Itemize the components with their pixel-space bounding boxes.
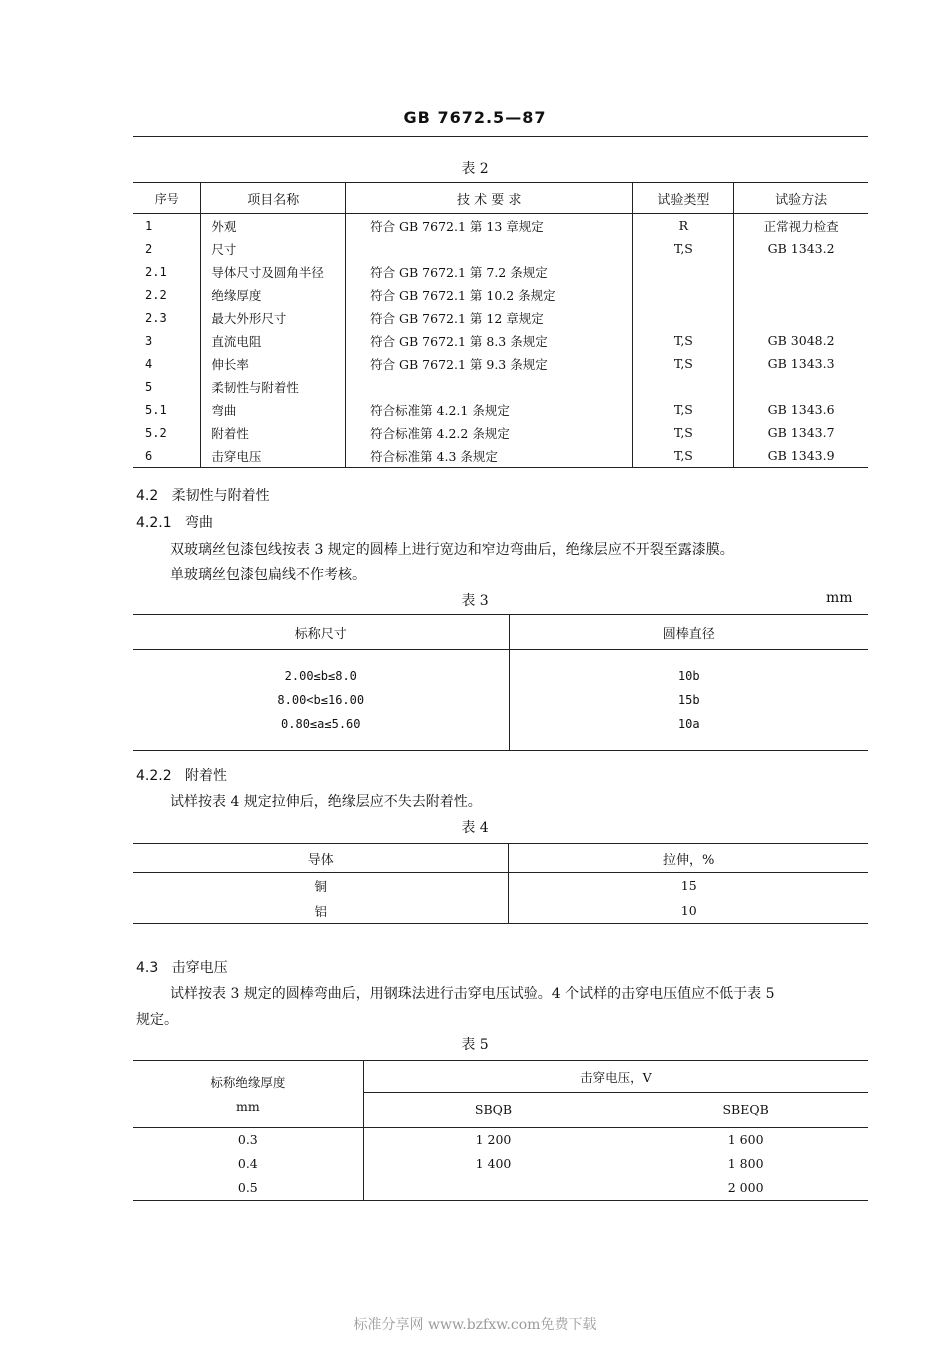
- table3-cell-size: 0.80≤a≤5.60: [133, 712, 509, 736]
- table2-col-requirement: 技 术 要 求: [346, 183, 633, 214]
- table2-cell-item: 导体尺寸及圆角半径: [201, 260, 346, 283]
- table5: [133, 1060, 868, 1201]
- table-row: [133, 329, 868, 352]
- table5-col-sbqb: SBQB: [363, 1093, 623, 1128]
- table5-cell-sbeqb: 2 000: [727, 1180, 764, 1195]
- table-row: [133, 306, 868, 329]
- table4-header-row: [133, 844, 868, 873]
- table5-cell-sbqb: 1 400: [475, 1156, 512, 1171]
- table2-cell-requirement: 符合 GB 7672.1 第 7.2 条规定: [346, 260, 633, 283]
- table2-cell-test-method: GB 1343.9: [767, 448, 835, 463]
- table-row: [133, 214, 868, 238]
- section-4-2-2-paragraph: 试样按表 4 规定拉伸后，绝缘层应不失去附着性。: [170, 794, 482, 810]
- table2-cell-test-type: T,S: [633, 444, 734, 468]
- table5-header-row-1: [133, 1061, 868, 1093]
- table2-cell-test-method: 正常视力检查: [763, 218, 839, 234]
- table-row: [133, 1152, 868, 1176]
- table3-header-row: [133, 615, 868, 650]
- table2-col-no: 序号: [133, 183, 201, 214]
- table5-col-breakdown-voltage: 击穿电压，V: [580, 1069, 652, 1085]
- table2-cell-no: 1: [133, 214, 201, 238]
- table4-cell-conductor: 铜: [133, 873, 509, 899]
- table-row: [133, 1176, 868, 1201]
- table2-cell-test-type: T,S: [633, 398, 734, 421]
- watermark-footer: 标准分享网 www.bzfxw.com免费下载: [353, 1317, 597, 1333]
- section-4-2-number: 4.2: [136, 488, 159, 504]
- table2-cell-no: 2: [133, 237, 201, 260]
- section-4-3: [136, 957, 228, 977]
- table2-cell-no: 5.1: [133, 398, 201, 421]
- table-row: [133, 283, 868, 306]
- table2-cell-item: 弯曲: [201, 398, 346, 421]
- table2-caption: 表 2: [461, 161, 489, 177]
- table2-cell-test-method: GB 1343.3: [767, 356, 835, 371]
- table5-cell-sbeqb: 1 600: [727, 1132, 764, 1147]
- section-4-2-2-number: 4.2.2: [136, 768, 172, 784]
- table2-cell-requirement: 符合 GB 7672.1 第 10.2 条规定: [346, 283, 633, 306]
- table2-cell-test-type: T,S: [633, 352, 734, 375]
- table-row: [133, 398, 868, 421]
- section-4-3-paragraph-2: 规定。: [136, 1012, 178, 1028]
- table2-cell-test-type: [633, 306, 734, 329]
- table3-col-rod-diameter: 圆棒直径: [509, 615, 868, 650]
- table5-cell-thickness: 0.4: [133, 1152, 363, 1176]
- table2-cell-test-method: [734, 375, 868, 398]
- table2-cell-test-method: GB 1343.2: [767, 241, 835, 256]
- table2-cell-no: 4: [133, 352, 201, 375]
- section-4-3-number: 4.3: [136, 960, 159, 976]
- table2-cell-no: 6: [133, 444, 201, 468]
- table-row: [133, 688, 868, 712]
- table-row: [133, 1127, 868, 1152]
- table2-cell-requirement: [346, 237, 633, 260]
- table2-cell-no: 5: [133, 375, 201, 398]
- table2-cell-requirement: 符合 GB 7672.1 第 9.3 条规定: [346, 352, 633, 375]
- table4-body: [133, 873, 868, 924]
- table4-col-conductor: 导体: [133, 844, 509, 873]
- header-rule: [133, 136, 868, 137]
- table2-cell-item: 柔韧性与附着性: [201, 375, 346, 398]
- section-4-2-1-title: 弯曲: [184, 515, 213, 531]
- table3: [133, 614, 868, 751]
- table3-unit: mm: [826, 590, 853, 606]
- table2-cell-requirement: 符合标准第 4.2.2 条规定: [346, 421, 633, 444]
- table2-cell-test-method: GB 1343.7: [767, 425, 835, 440]
- page-header: GB 7672.5—87: [403, 108, 547, 127]
- table4-cell-conductor: 铝: [133, 898, 509, 924]
- table2-header-row: [133, 183, 868, 214]
- section-4-2-1-number: 4.2.1: [136, 515, 172, 531]
- table3-cell-size: 2.00≤b≤8.0: [133, 664, 509, 688]
- table2-col-test-type: 试验类型: [633, 183, 734, 214]
- table3-spacer-row: [133, 736, 868, 751]
- table2-body: [133, 214, 868, 468]
- table-row: [133, 260, 868, 283]
- section-4-2-1: [136, 512, 213, 532]
- table4-col-elongation: 拉伸，%: [509, 844, 868, 873]
- table2-cell-requirement: 符合 GB 7672.1 第 8.3 条规定: [346, 329, 633, 352]
- table2-cell-item: 绝缘厚度: [201, 283, 346, 306]
- table2-cell-requirement: 符合标准第 4.2.1 条规定: [346, 398, 633, 421]
- table5-cell-sbqb: [363, 1176, 623, 1201]
- table2-cell-no: 2.1: [133, 260, 201, 283]
- table5-cell-thickness: 0.3: [133, 1127, 363, 1152]
- table2-cell-test-type: [633, 260, 734, 283]
- table-row: [133, 712, 868, 736]
- table2-cell-item: 伸长率: [201, 352, 346, 375]
- table3-cell-diameter: 10b: [677, 669, 700, 683]
- table-row: [133, 664, 868, 688]
- table2-cell-no: 2.2: [133, 283, 201, 306]
- table5-cell-sbeqb: 1 800: [727, 1156, 764, 1171]
- table2-cell-item: 外观: [201, 214, 346, 238]
- table-row: [133, 421, 868, 444]
- table2-cell-item: 最大外形尺寸: [201, 306, 346, 329]
- table2-cell-test-method: GB 1343.6: [767, 402, 835, 417]
- table2-cell-no: 3: [133, 329, 201, 352]
- table5-cell-sbqb: 1 200: [475, 1132, 512, 1147]
- table2-cell-test-type: [633, 375, 734, 398]
- table2-col-item: 项目名称: [201, 183, 346, 214]
- table5-col-thickness: 标称绝缘厚度: [133, 1061, 363, 1093]
- table2-cell-requirement: [346, 375, 633, 398]
- table4-cell-elongation: 10: [680, 903, 697, 918]
- table5-caption: 表 5: [461, 1037, 489, 1053]
- table2-cell-test-type: T,S: [633, 237, 734, 260]
- table2-cell-test-method: [734, 260, 868, 283]
- table2: [133, 182, 868, 468]
- section-4-3-paragraph-1: 试样按表 3 规定的圆棒弯曲后，用钢珠法进行击穿电压试验。4 个试样的击穿电压值应不低于表 5: [170, 986, 775, 1002]
- table2-cell-test-type: [633, 283, 734, 306]
- table3-spacer-row: [133, 650, 868, 665]
- table2-cell-requirement: 符合 GB 7672.1 第 13 章规定: [346, 214, 633, 238]
- table2-cell-item: 直流电阻: [201, 329, 346, 352]
- table3-cell-diameter: 10a: [677, 717, 700, 731]
- section-4-2-2: [136, 765, 227, 785]
- table3-body: [133, 650, 868, 751]
- table5-col-thickness-unit: mm: [133, 1093, 363, 1128]
- table2-cell-no: 2.3: [133, 306, 201, 329]
- table3-cell-size: 8.00<b≤16.00: [133, 688, 509, 712]
- table3-cell-diameter: 15b: [677, 693, 700, 707]
- table4: [133, 843, 868, 924]
- table2-cell-test-method: [734, 283, 868, 306]
- table2-cell-test-type: T,S: [633, 421, 734, 444]
- table-row: [133, 873, 868, 899]
- table4-caption: 表 4: [461, 820, 489, 836]
- section-4-3-title: 击穿电压: [171, 960, 228, 976]
- table2-cell-item: 尺寸: [201, 237, 346, 260]
- table2-cell-test-method: GB 3048.2: [767, 333, 835, 348]
- section-4-2-title: 柔韧性与附着性: [171, 488, 270, 504]
- table3-caption: 表 3: [461, 593, 489, 609]
- table-row: [133, 375, 868, 398]
- table5-body: [133, 1127, 868, 1200]
- table2-cell-item: 击穿电压: [201, 444, 346, 468]
- section-4-2: [136, 485, 270, 505]
- table2-cell-requirement: 符合标准第 4.3 条规定: [346, 444, 633, 468]
- section-4-2-2-title: 附着性: [184, 768, 227, 784]
- table-row: [133, 237, 868, 260]
- table5-cell-thickness: 0.5: [133, 1176, 363, 1201]
- table-row: [133, 352, 868, 375]
- section-4-2-1-paragraph-1: 双玻璃丝包漆包线按表 3 规定的圆棒上进行宽边和窄边弯曲后，绝缘层应不开裂至露漆膜。: [170, 542, 734, 558]
- table2-cell-test-type: R: [633, 214, 734, 238]
- table-row: [133, 444, 868, 468]
- table2-col-test-method: 试验方法: [734, 183, 868, 214]
- table3-col-nominal-size: 标称尺寸: [133, 615, 509, 650]
- table4-cell-elongation: 15: [680, 878, 697, 893]
- table2-cell-test-type: T,S: [633, 329, 734, 352]
- table2-cell-item: 附着性: [201, 421, 346, 444]
- table5-header-row-2: [133, 1093, 868, 1128]
- table2-cell-test-method: [734, 306, 868, 329]
- table-row: [133, 898, 868, 924]
- table5-col-sbeqb: SBEQB: [623, 1093, 868, 1128]
- table2-cell-no: 5.2: [133, 421, 201, 444]
- table2-cell-requirement: 符合 GB 7672.1 第 12 章规定: [346, 306, 633, 329]
- section-4-2-1-paragraph-2: 单玻璃丝包漆包扁线不作考核。: [170, 567, 366, 583]
